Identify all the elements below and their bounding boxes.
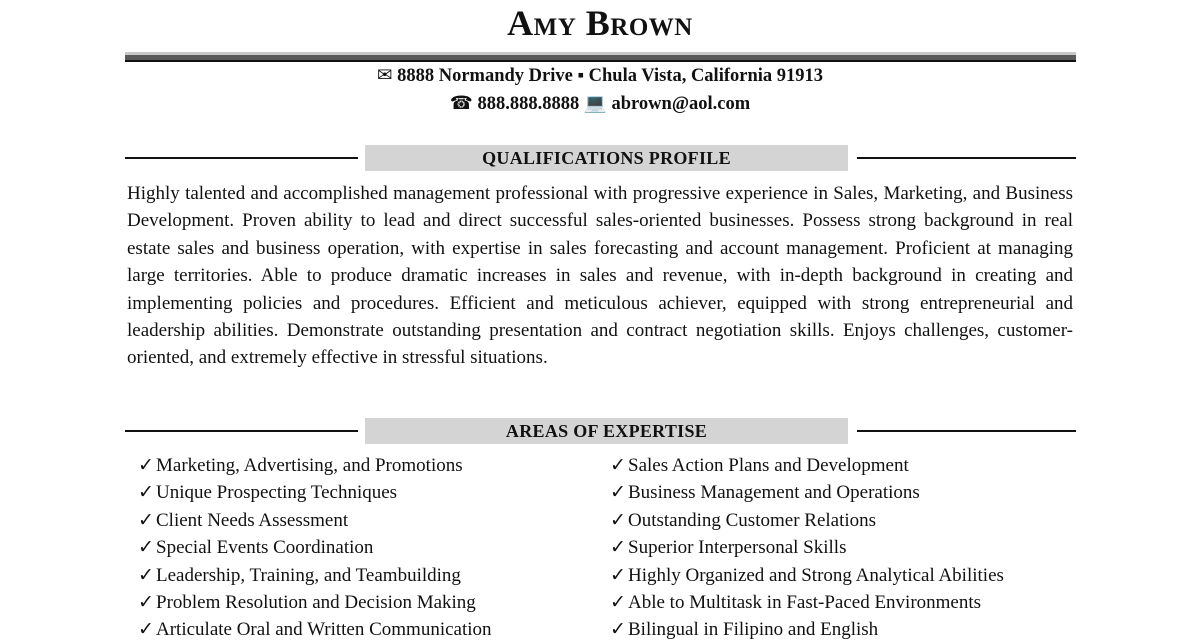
expertise-item: Able to Multitask in Fast-Paced Environments <box>628 592 982 614</box>
expertise-item: Client Needs Assessment <box>156 509 349 531</box>
list-item <box>610 479 1004 506</box>
checkmark-icon: ✓ <box>610 564 626 586</box>
computer-icon: 💻 <box>583 94 607 114</box>
checkmark-icon: ✓ <box>610 509 626 531</box>
expertise-item: Special Events Coordination <box>156 537 374 559</box>
expertise-item: Superior Interpersonal Skills <box>628 537 847 559</box>
checkmark-icon: ✓ <box>610 537 626 559</box>
expertise-item: Business Management and Operations <box>628 482 920 504</box>
list-item <box>138 479 492 506</box>
candidate-name: Amy Brown <box>507 3 693 43</box>
list-item <box>138 562 492 589</box>
checkmark-icon: ✓ <box>610 592 626 614</box>
divider <box>857 157 1076 159</box>
section-title: AREAS OF EXPERTISE <box>365 418 848 444</box>
list-item <box>610 589 1004 616</box>
list-item <box>610 534 1004 561</box>
divider <box>857 430 1076 432</box>
address-line <box>0 65 1200 87</box>
checkmark-icon: ✓ <box>610 619 626 641</box>
qualifications-text: Highly talented and accomplished management professional with progressive experience in Sales, Marketing, and Business Development. Proven ability to lead and direct successful sales-oriented businesses. Possess strong background in real estate sales and business operation, with expertise in sales forecasting and account management. Proficient at managing large territories. Able to produce dramatic increases in sales and revenue, with in-depth background in creating and implementing policies and procedures. Efficient and meticulous achiever, equipped with strong entrepreneurial and leadership abilities. Demonstrate outstanding presentation and contract negotiation skills. Enjoys challenges, customer-oriented, and extremely effective in stressful situations. <box>127 183 1073 369</box>
list-item <box>138 507 492 534</box>
expertise-item: Outstanding Customer Relations <box>628 509 877 531</box>
list-item <box>610 452 1004 479</box>
street-address: 8888 Normandy Drive <box>397 66 573 86</box>
header-rule-black <box>125 60 1076 62</box>
separator: ▪ <box>577 66 585 86</box>
contact-line <box>0 92 1200 115</box>
city-state-zip: Chula Vista, California 91913 <box>588 66 824 86</box>
checkmark-icon: ✓ <box>610 455 626 476</box>
expertise-item: Bilingual in Filipino and English <box>628 619 879 641</box>
list-item <box>610 507 1004 534</box>
expertise-item: Highly Organized and Strong Analytical Abilities <box>628 564 1004 586</box>
divider <box>125 430 358 432</box>
checkmark-icon: ✓ <box>138 564 154 586</box>
envelope-icon: ✉ <box>376 66 393 86</box>
checkmark-icon: ✓ <box>138 482 154 504</box>
expertise-item: Articulate Oral and Written Communication <box>156 619 492 641</box>
section-title: QUALIFICATIONS PROFILE <box>365 145 848 171</box>
checkmark-icon: ✓ <box>138 537 154 559</box>
expertise-item: Sales Action Plans and Development <box>628 455 909 476</box>
list-item <box>138 589 492 616</box>
email-address: abrown@aol.com <box>611 94 751 114</box>
expertise-list-left <box>138 452 492 644</box>
expertise-list-right <box>610 452 1004 644</box>
expertise-header <box>125 418 1076 444</box>
checkmark-icon: ✓ <box>138 455 154 476</box>
phone-number: 888.888.8888 <box>477 94 580 114</box>
checkmark-icon: ✓ <box>138 619 154 641</box>
expertise-item: Leadership, Training, and Teambuilding <box>156 564 461 586</box>
expertise-item: Marketing, Advertising, and Promotions <box>156 455 463 476</box>
telephone-icon: ☎ <box>449 94 473 114</box>
list-item <box>138 452 492 479</box>
checkmark-icon: ✓ <box>610 482 626 504</box>
expertise-item: Unique Prospecting Techniques <box>156 482 398 504</box>
divider <box>125 157 358 159</box>
list-item <box>610 616 1004 643</box>
qualifications-header <box>125 145 1076 171</box>
list-item <box>138 534 492 561</box>
list-item <box>138 616 492 643</box>
checkmark-icon: ✓ <box>138 592 154 614</box>
expertise-item: Problem Resolution and Decision Making <box>156 592 476 614</box>
checkmark-icon: ✓ <box>138 509 154 531</box>
list-item <box>610 562 1004 589</box>
